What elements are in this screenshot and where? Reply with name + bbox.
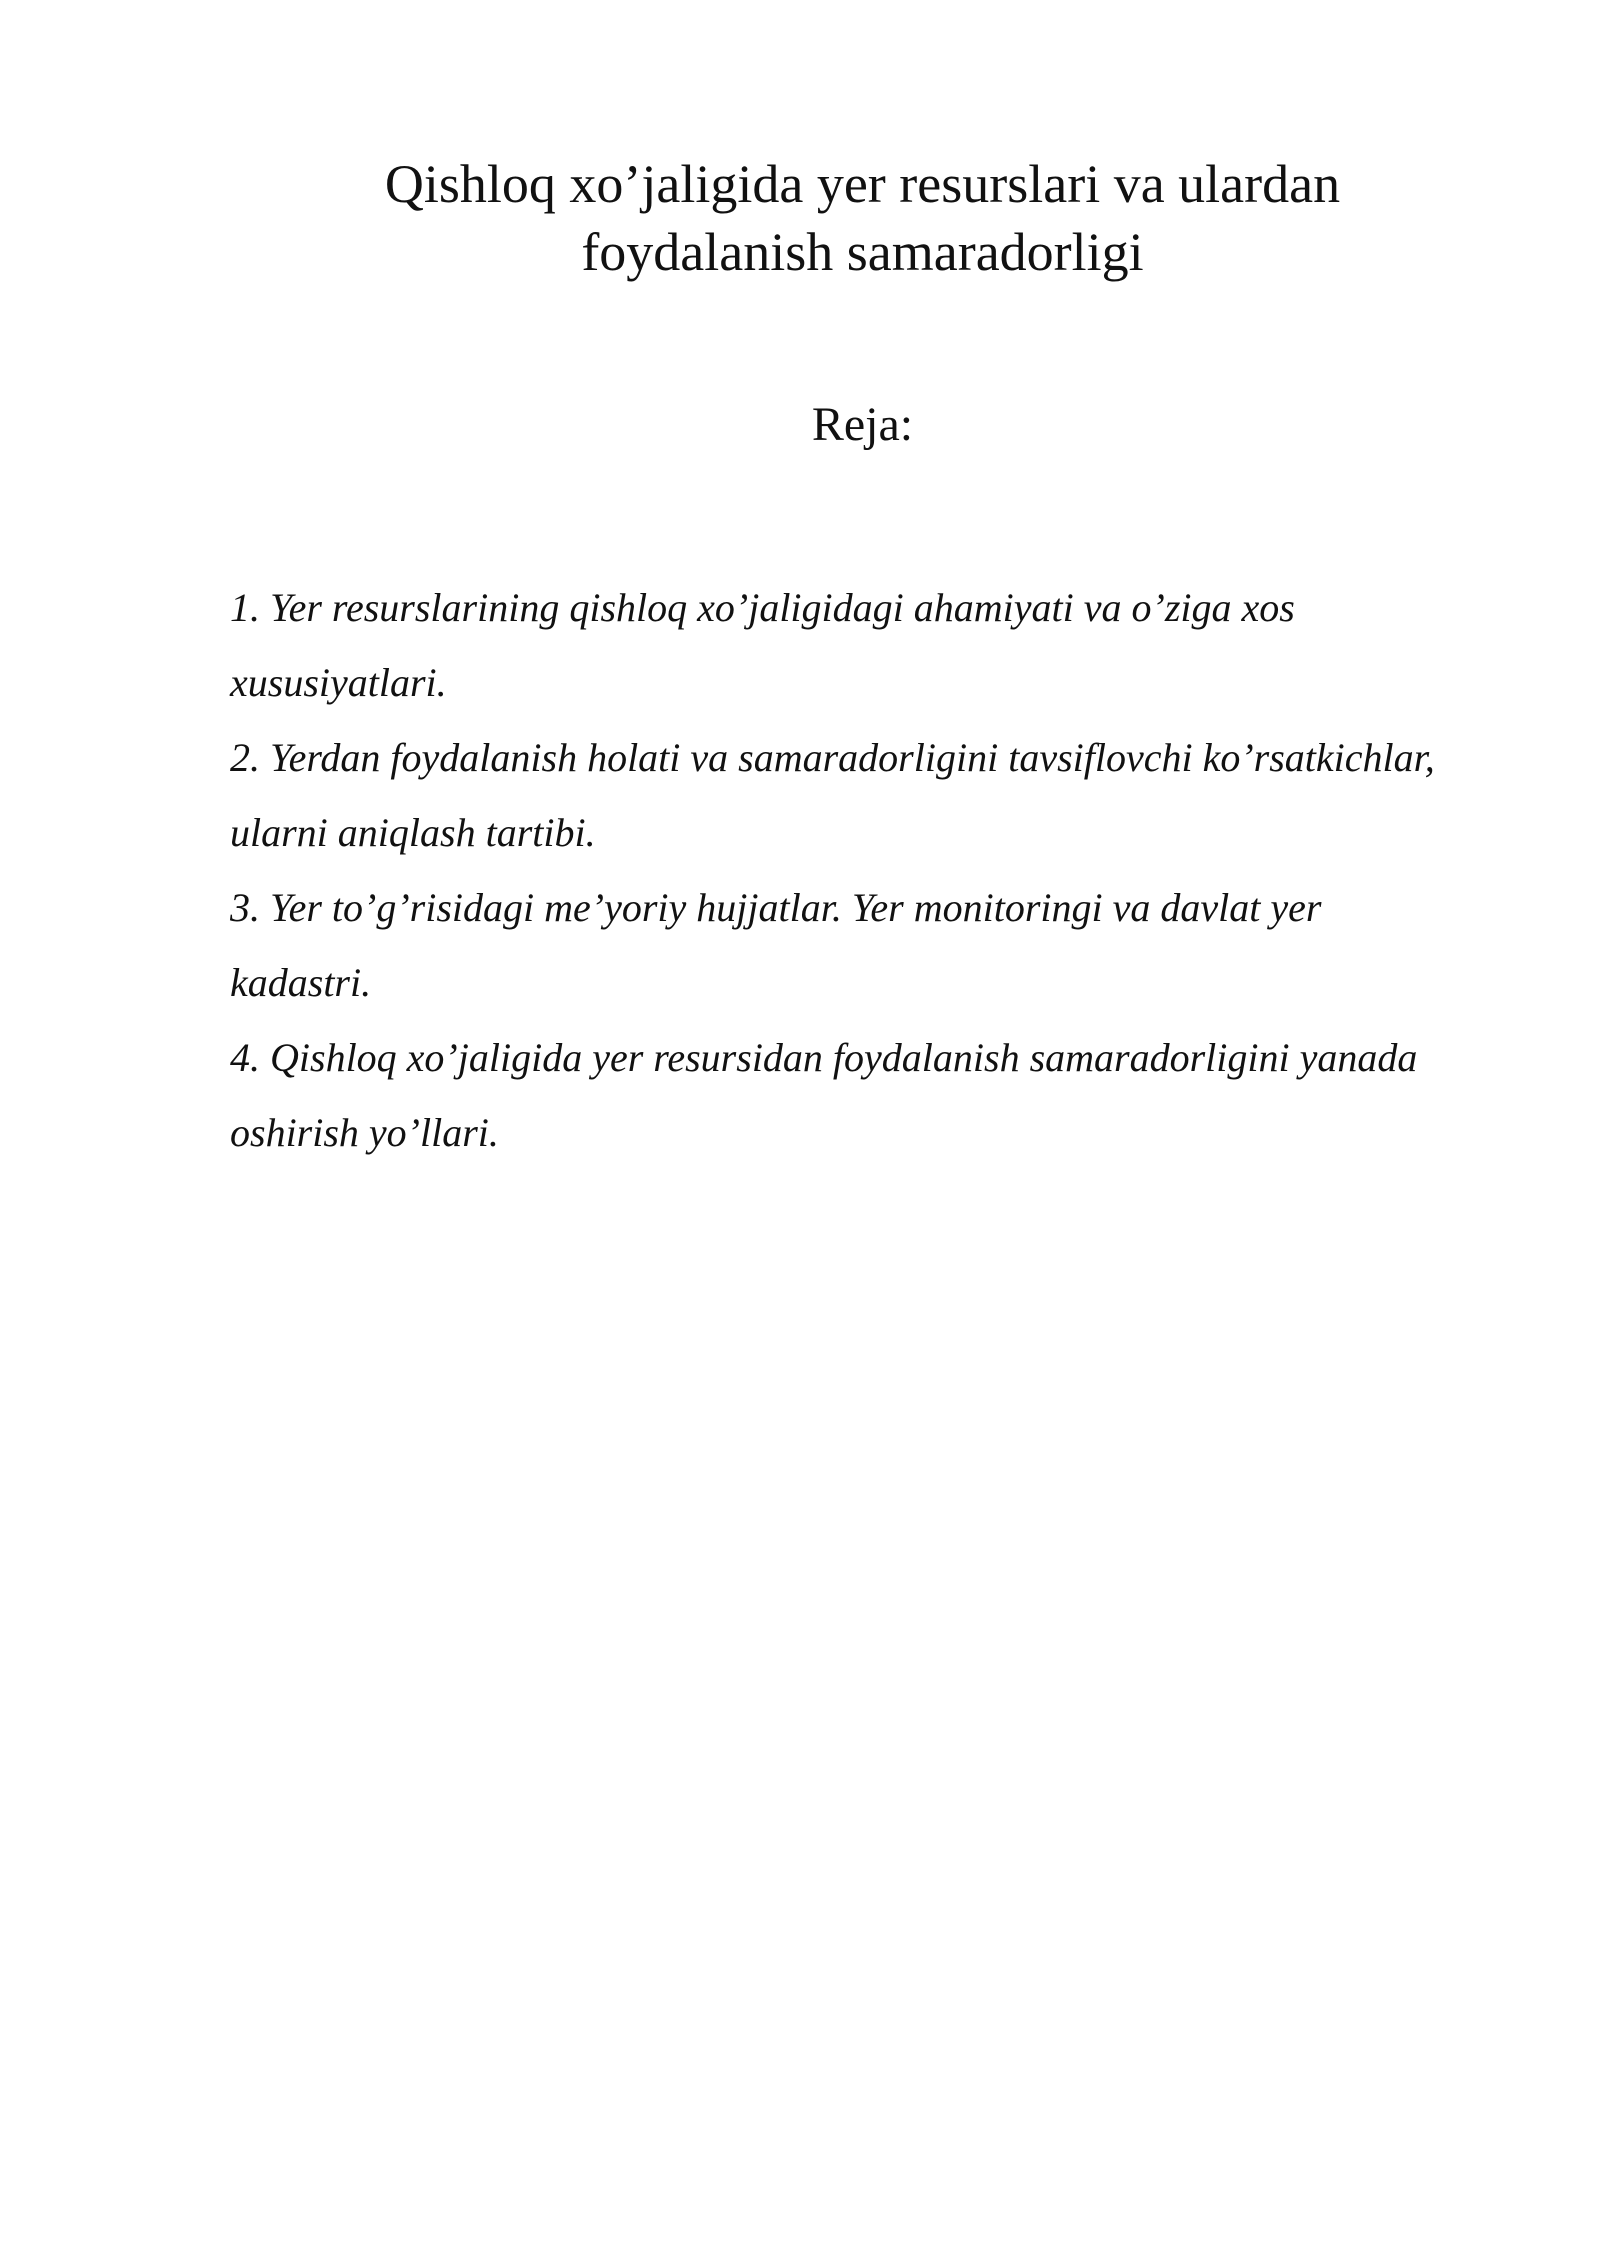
- document-title: [230, 150, 1495, 286]
- plan-item-3: 3. Yer to’g’risidagi me’yoriy hujjatlar. Yer monitoringi va davlat yer kadastri.: [230, 885, 1322, 1005]
- title-line-1: Qishloq xo’jaligida yer resurslari va ulardan: [384, 154, 1341, 214]
- title-line-2: foydalanish samaradorligi: [581, 222, 1144, 282]
- plan-heading: Reja:: [811, 398, 914, 451]
- plan-item-4: 4. Qishloq xo’jaligida yer resursidan foydalanish samaradorligini yanada oshirish yo’llari.: [230, 1035, 1418, 1155]
- plan-item-1: 1. Yer resurslarining qishloq xo’jaligidagi ahamiyati va o’ziga xos xususiyatlari.: [230, 585, 1295, 705]
- plan-item-2: 2. Yerdan foydalanish holati va samaradorligini tavsiflovchi ko’rsatkichlar, ularni aniqlash tartibi.: [230, 735, 1435, 855]
- plan-list: [230, 570, 1470, 1170]
